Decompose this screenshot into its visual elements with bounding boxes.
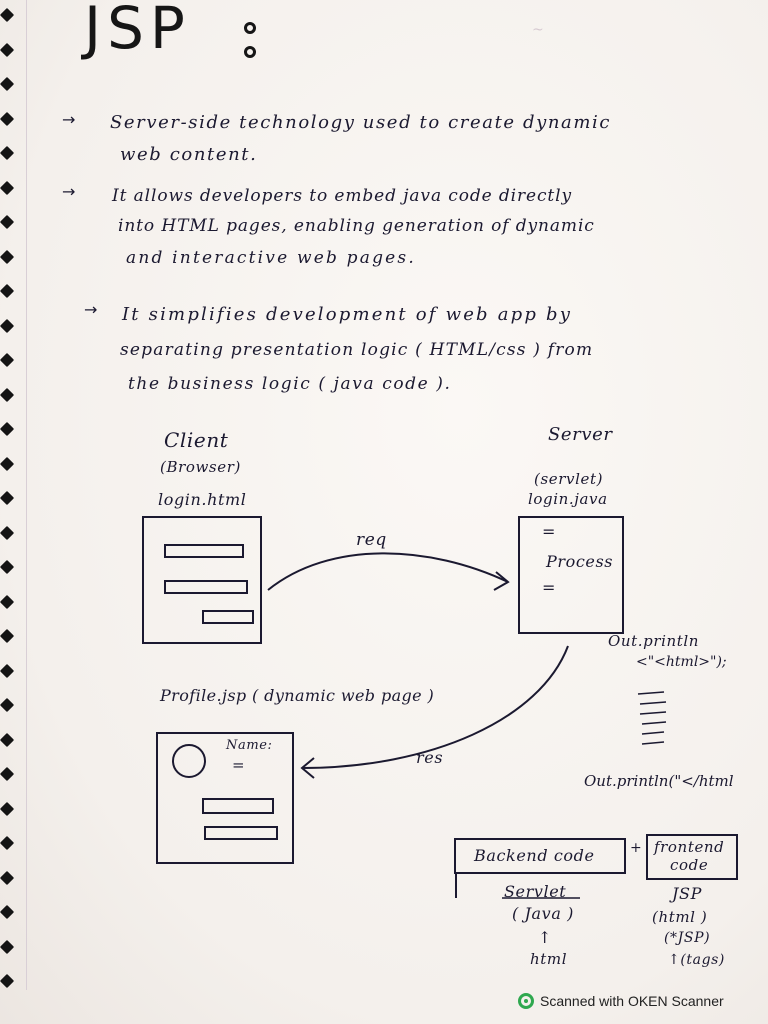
jsp-jsp-label: (*JSP) (664, 930, 711, 946)
res-arrow (302, 646, 568, 768)
process-label: Process (546, 552, 614, 571)
bullet-1-line-2: web content. (120, 144, 258, 165)
jsp-tags-label: ↑(tags) (668, 952, 725, 968)
jsp-html-label: (html ) (652, 908, 708, 926)
bullet-2-line-2: into HTML pages, enabling generation of dynamic (118, 216, 595, 236)
servlet-label: Servlet (504, 882, 567, 901)
jsp-label: JSP (672, 884, 702, 903)
bullet-3-line-1: It simplifies development of web app by (122, 304, 573, 325)
servlet-java-label: ( Java ) (512, 904, 574, 923)
bullet-2-line-3: and interactive web pages. (126, 248, 416, 268)
bullet-marker-2: → (62, 182, 76, 201)
frontend-label-line-2: code (670, 856, 709, 874)
server-sub-label: (servlet) (534, 470, 604, 488)
out-println-open-arg: <"<html>"); (636, 654, 727, 670)
req-arrow (268, 553, 508, 590)
client-label: Client (164, 428, 229, 452)
client-sub-label: (Browser) (160, 458, 241, 476)
out-println-open: Out.println (608, 632, 700, 650)
req-label: req (356, 530, 387, 550)
res-label: res (416, 748, 444, 767)
bleed-through: ~ (532, 22, 544, 38)
client-file-label: login.html (158, 490, 247, 509)
watermark-text: Scanned with OKEN Scanner (540, 993, 724, 1009)
bullet-marker-1: → (62, 110, 76, 129)
name-lines: = (232, 756, 246, 774)
servlet-up-arrow: ↑ (538, 928, 553, 947)
frontend-label-line-1: frontend (654, 838, 725, 856)
profile-jsp-label: Profile.jsp ( dynamic web page ) (160, 686, 435, 705)
bullet-2-line-1: It allows developers to embed java code directly (112, 186, 572, 206)
server-file-label: login.java (528, 490, 608, 508)
backend-code-label: Backend code (474, 846, 595, 865)
bullet-3-line-2: separating presentation logic ( HTML/css ) from (120, 340, 594, 360)
oken-scanner-icon (518, 993, 534, 1009)
bullet-3-line-3: the business logic ( java code ). (128, 374, 452, 394)
out-println-close: Out.println("</html (584, 772, 734, 790)
page-title: JSP (84, 0, 191, 62)
bullet-1-line-1: Server-side technology used to create dynamic (110, 112, 612, 133)
name-label: Name: (226, 738, 273, 753)
bullet-marker-3: → (84, 300, 98, 319)
server-lines-top: = (542, 522, 557, 541)
plus-sign: + (630, 840, 643, 856)
server-lines-bottom: = (542, 578, 557, 597)
req-arrowhead (494, 572, 508, 590)
server-label: Server (548, 424, 613, 445)
scanner-watermark (518, 990, 724, 1012)
servlet-html-label: html (530, 950, 568, 968)
html-content-lines (638, 692, 666, 744)
